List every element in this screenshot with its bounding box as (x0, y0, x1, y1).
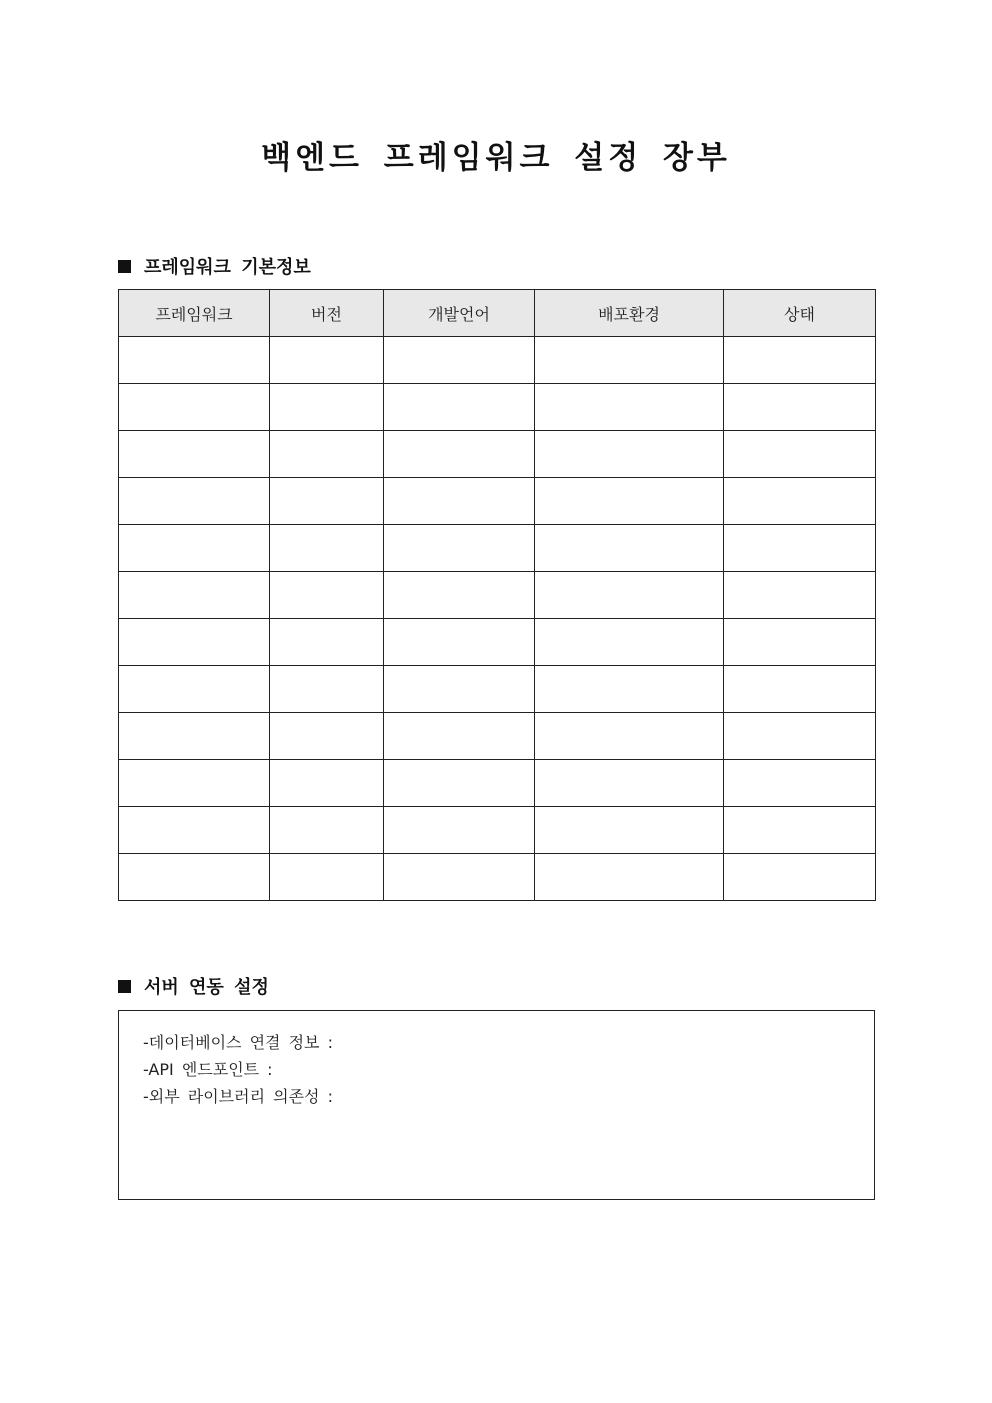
cell-framework[interactable] (119, 525, 270, 572)
table-row (119, 666, 876, 713)
table-row (119, 337, 876, 384)
table-row (119, 478, 876, 525)
cell-deploy-env[interactable] (535, 337, 724, 384)
square-bullet-icon (118, 260, 131, 273)
cell-deploy-env[interactable] (535, 666, 724, 713)
setting-item-external-libraries: -외부 라이브러리 의존성 : (143, 1087, 333, 1106)
framework-section-title: 프레임워크 기본정보 (144, 257, 311, 278)
cell-deploy-env[interactable] (535, 572, 724, 619)
cell-version[interactable] (270, 337, 384, 384)
cell-deploy-env[interactable] (535, 713, 724, 760)
cell-status[interactable] (724, 431, 876, 478)
cell-status[interactable] (724, 478, 876, 525)
table-row (119, 713, 876, 760)
table-row (119, 572, 876, 619)
cell-version[interactable] (270, 478, 384, 525)
setting-item-api-endpoint: -API 엔드포인트 : (143, 1060, 273, 1079)
cell-language[interactable] (384, 525, 535, 572)
cell-deploy-env[interactable] (535, 619, 724, 666)
cell-framework[interactable] (119, 337, 270, 384)
integration-settings-list (119, 1011, 874, 1110)
cell-framework[interactable] (119, 384, 270, 431)
cell-framework[interactable] (119, 478, 270, 525)
cell-version[interactable] (270, 384, 384, 431)
cell-deploy-env[interactable] (535, 525, 724, 572)
cell-status[interactable] (724, 572, 876, 619)
cell-language[interactable] (384, 384, 535, 431)
table-header-row (119, 290, 876, 337)
cell-framework[interactable] (119, 572, 270, 619)
table-row (119, 525, 876, 572)
cell-status[interactable] (724, 384, 876, 431)
document-title: 백엔드 프레임워크 설정 장부 (261, 140, 731, 176)
table-row (119, 619, 876, 666)
cell-status[interactable] (724, 713, 876, 760)
square-bullet-icon (118, 980, 131, 993)
cell-status[interactable] (724, 854, 876, 901)
cell-language[interactable] (384, 760, 535, 807)
cell-framework[interactable] (119, 807, 270, 854)
table-row (119, 807, 876, 854)
table-row (119, 431, 876, 478)
cell-language[interactable] (384, 854, 535, 901)
cell-version[interactable] (270, 807, 384, 854)
cell-framework[interactable] (119, 854, 270, 901)
framework-info-table (118, 289, 876, 901)
cell-deploy-env[interactable] (535, 431, 724, 478)
cell-status[interactable] (724, 760, 876, 807)
table-row (119, 384, 876, 431)
cell-version[interactable] (270, 760, 384, 807)
table-row (119, 854, 876, 901)
cell-status[interactable] (724, 525, 876, 572)
setting-item-database: -데이터베이스 연결 정보 : (143, 1033, 333, 1052)
cell-framework[interactable] (119, 713, 270, 760)
cell-version[interactable] (270, 666, 384, 713)
cell-deploy-env[interactable] (535, 807, 724, 854)
integration-section-title: 서버 연동 설정 (144, 977, 269, 998)
cell-version[interactable] (270, 713, 384, 760)
table-row (119, 760, 876, 807)
cell-deploy-env[interactable] (535, 760, 724, 807)
cell-status[interactable] (724, 337, 876, 384)
cell-status[interactable] (724, 666, 876, 713)
cell-language[interactable] (384, 572, 535, 619)
framework-section-heading (118, 253, 311, 279)
cell-framework[interactable] (119, 760, 270, 807)
cell-framework[interactable] (119, 666, 270, 713)
column-header-version: 버전 (270, 290, 384, 337)
column-header-status: 상태 (724, 290, 876, 337)
table-body (119, 337, 876, 901)
cell-language[interactable] (384, 666, 535, 713)
column-header-framework: 프레임워크 (119, 290, 270, 337)
cell-version[interactable] (270, 525, 384, 572)
integration-settings-box[interactable] (118, 1010, 875, 1200)
column-header-deploy-env: 배포환경 (535, 290, 724, 337)
cell-language[interactable] (384, 713, 535, 760)
cell-status[interactable] (724, 619, 876, 666)
cell-language[interactable] (384, 337, 535, 384)
cell-language[interactable] (384, 619, 535, 666)
cell-version[interactable] (270, 619, 384, 666)
cell-framework[interactable] (119, 619, 270, 666)
cell-status[interactable] (724, 807, 876, 854)
cell-framework[interactable] (119, 431, 270, 478)
cell-deploy-env[interactable] (535, 384, 724, 431)
cell-language[interactable] (384, 807, 535, 854)
cell-language[interactable] (384, 431, 535, 478)
cell-version[interactable] (270, 572, 384, 619)
cell-deploy-env[interactable] (535, 854, 724, 901)
integration-section-heading (118, 973, 269, 999)
cell-version[interactable] (270, 854, 384, 901)
cell-deploy-env[interactable] (535, 478, 724, 525)
cell-version[interactable] (270, 431, 384, 478)
column-header-language: 개발언어 (384, 290, 535, 337)
cell-language[interactable] (384, 478, 535, 525)
